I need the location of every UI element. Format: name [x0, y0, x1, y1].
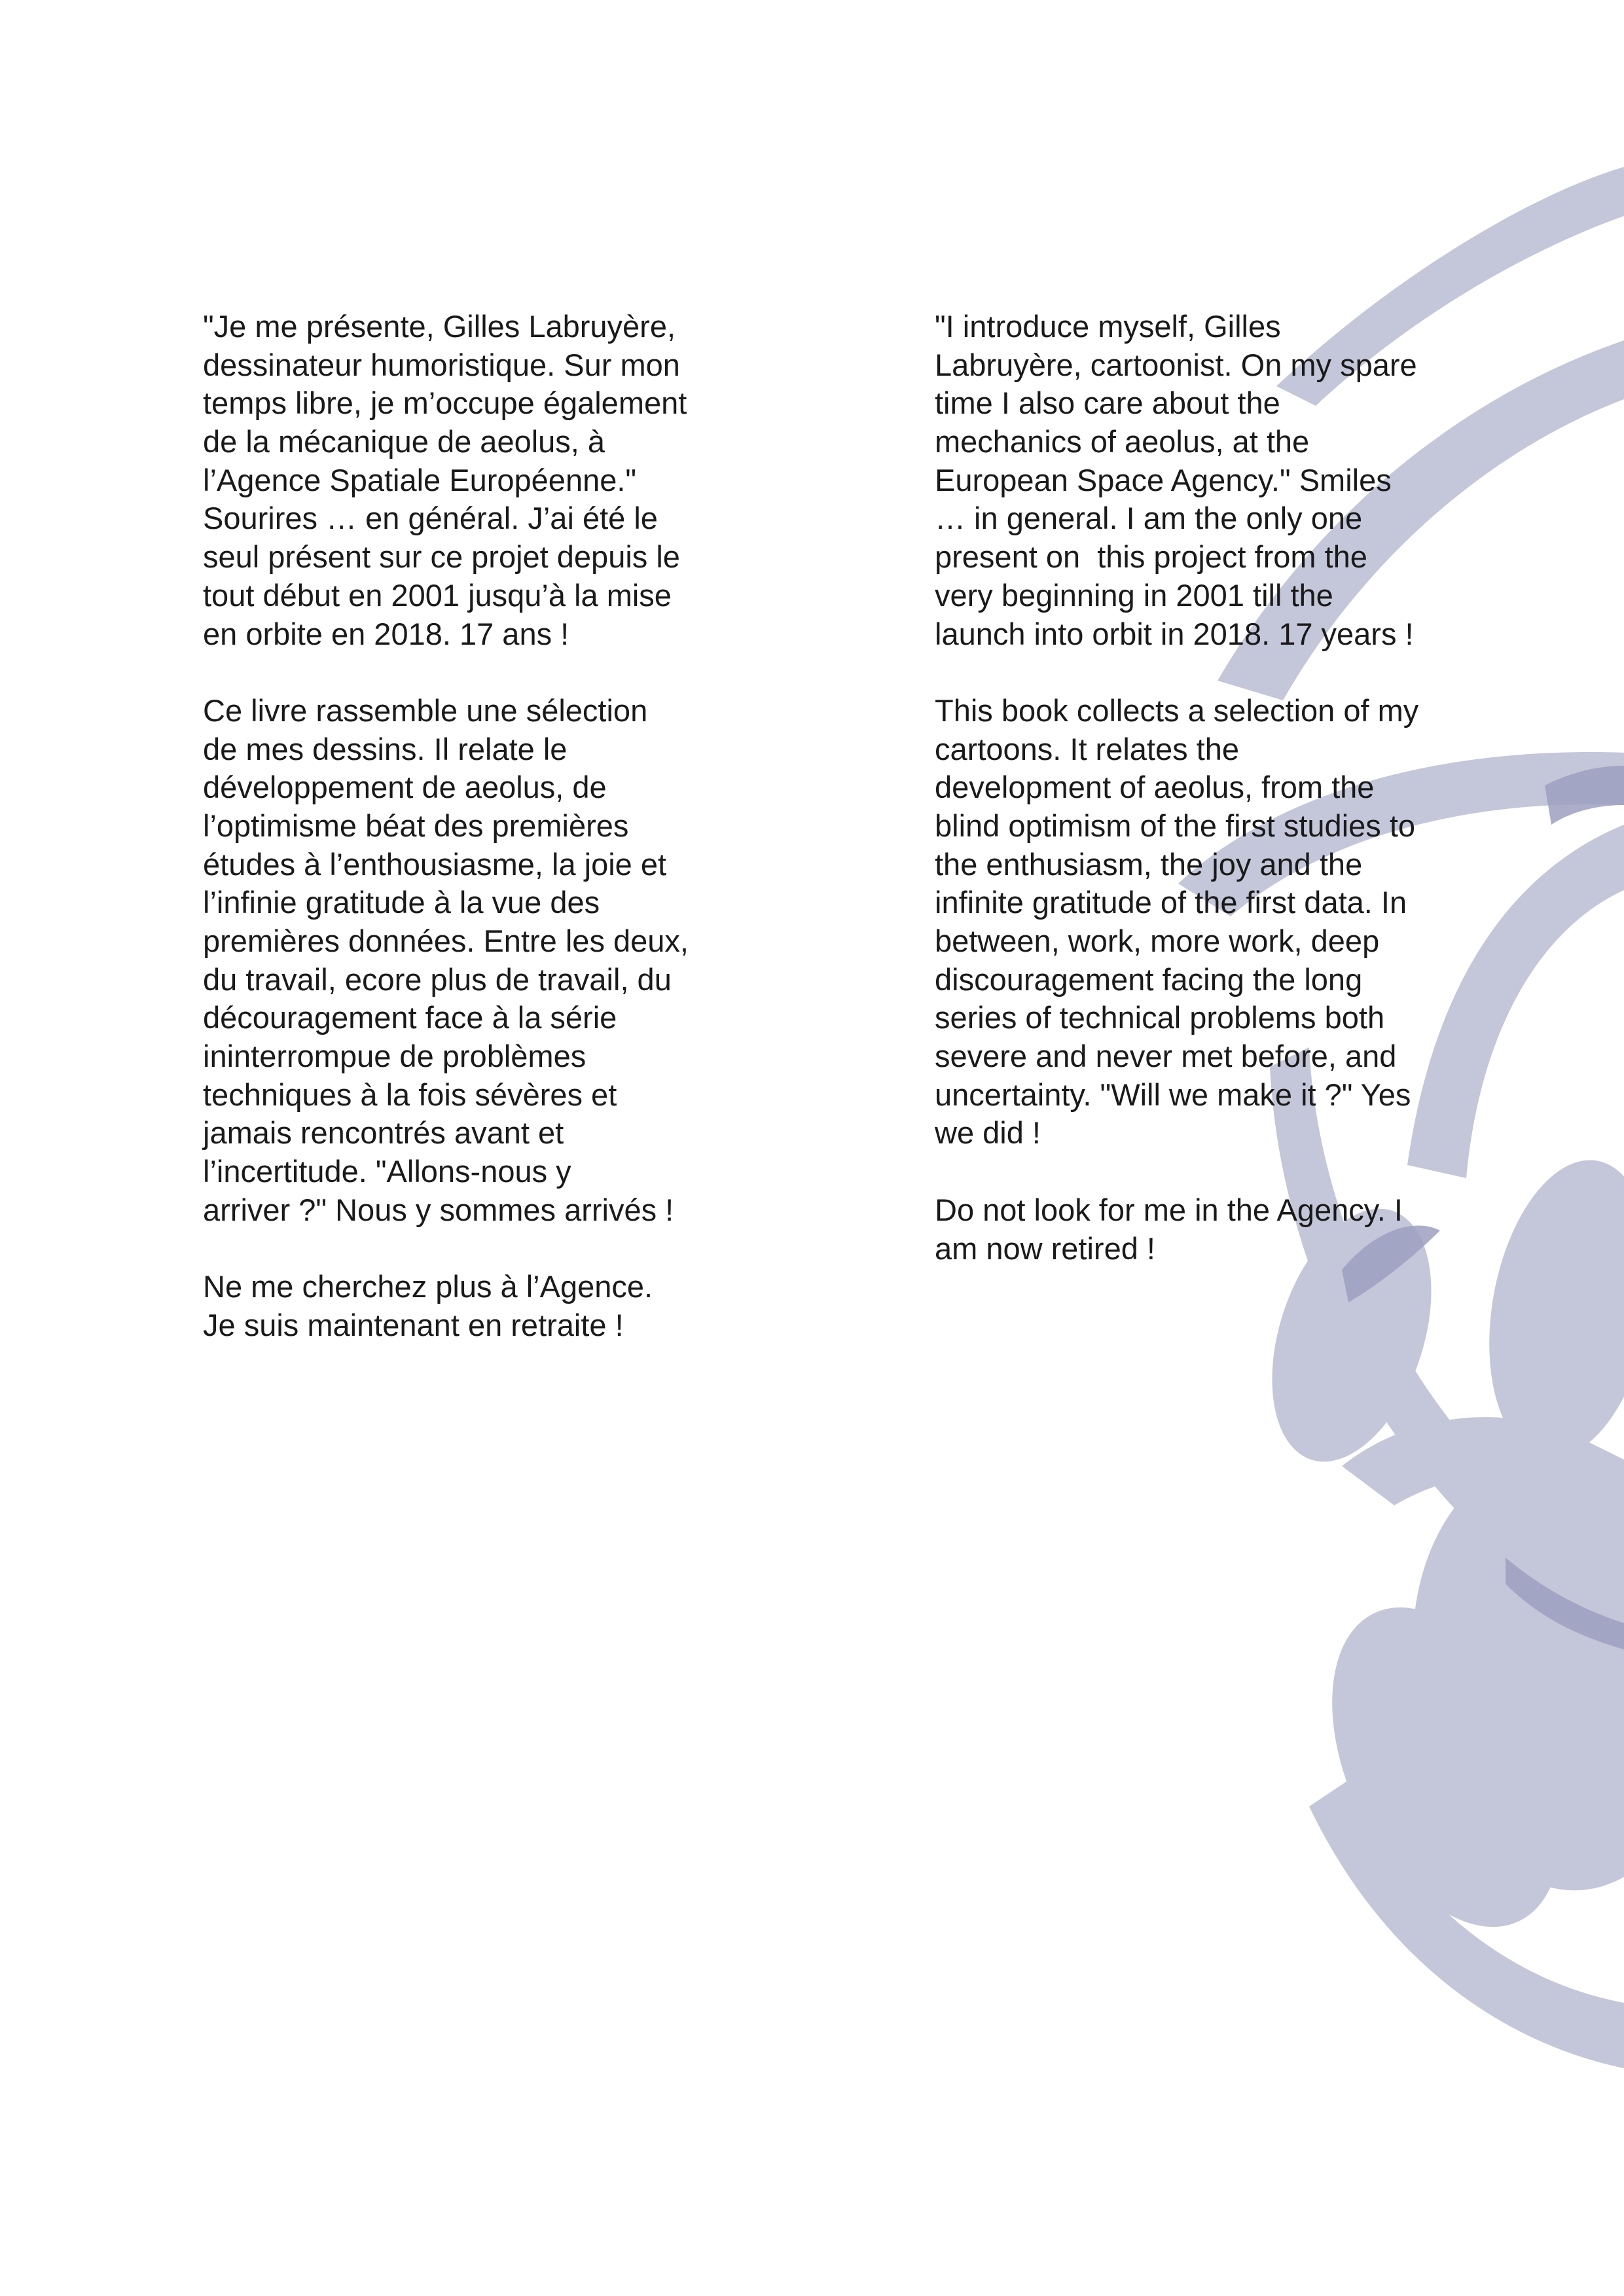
french-text-column	[203, 308, 759, 1345]
english-paragraph-retired	[935, 1191, 1491, 1268]
text-line: dessinateur humoristique. Sur mon	[203, 347, 680, 382]
text-line: Labruyère, cartoonist. On my spare	[935, 347, 1417, 382]
text-line: découragement face à la série	[203, 1000, 617, 1035]
text-line: premières données. Entre les deux,	[203, 924, 689, 958]
text-line: cartoons. It relates the	[935, 731, 1240, 766]
text-line: am now retired !	[935, 1230, 1155, 1266]
paragraph-gap	[935, 653, 1491, 692]
text-line: very beginning in 2001 till the	[935, 577, 1333, 613]
english-text-column	[935, 308, 1491, 1268]
text-line: development of aeolus, from the	[935, 770, 1375, 805]
text-line: Ce livre rassemble une sélection	[203, 692, 648, 728]
french-paragraph-retired	[203, 1268, 759, 1344]
text-line: we did !	[935, 1115, 1041, 1151]
text-line: blind optimism of the first studies to	[935, 808, 1416, 843]
text-line: Je suis maintenant en retraite !	[203, 1307, 624, 1342]
text-line: seul présent sur ce projet depuis le	[203, 539, 680, 575]
french-paragraph-intro	[203, 308, 759, 653]
text-line: l’optimisme béat des premières	[203, 808, 629, 843]
text-line: This book collects a selection of my	[935, 692, 1419, 728]
paragraph-gap	[203, 653, 759, 692]
text-line: … in general. I am the only one	[935, 501, 1363, 536]
text-line: European Space Agency." Smiles	[935, 462, 1392, 497]
text-line: Do not look for me in the Agency. I	[935, 1192, 1403, 1227]
text-line: de mes dessins. Il relate le	[203, 731, 568, 766]
text-line: techniques à la fois sévères et	[203, 1077, 617, 1112]
text-line: l’incertitude. "Allons-nous y	[203, 1154, 571, 1189]
text-line: uncertainty. "Will we make it ?" Yes	[935, 1077, 1411, 1112]
text-line: en orbite en 2018. 17 ans !	[203, 616, 569, 651]
text-line: arriver ?" Nous y sommes arrivés !	[203, 1192, 674, 1227]
paragraph-gap	[203, 1230, 759, 1268]
text-line: "I introduce myself, Gilles	[935, 309, 1281, 344]
text-line: du travail, ecore plus de travail, du	[203, 961, 672, 997]
text-line: "Je me présente, Gilles Labruyère,	[203, 309, 676, 344]
text-line: discouragement facing the long	[935, 961, 1363, 997]
text-line: infinite gratitude of the first data. In	[935, 885, 1407, 920]
text-line: l’Agence Spatiale Européenne."	[203, 462, 637, 497]
text-line: développement de aeolus, de	[203, 770, 607, 805]
text-line: ininterrompue de problèmes	[203, 1039, 586, 1074]
text-line: l’infinie gratitude à la vue des	[203, 885, 600, 920]
text-line: the enthusiasm, the joy and the	[935, 846, 1363, 882]
text-line: between, work, more work, deep	[935, 924, 1380, 958]
english-paragraph-intro	[935, 308, 1491, 653]
text-line: de la mécanique de aeolus, à	[203, 424, 605, 459]
french-paragraph-book	[203, 692, 759, 1230]
text-line: severe and never met before, and	[935, 1039, 1397, 1074]
text-line: temps libre, je m’occupe également	[203, 386, 687, 421]
text-line: jamais rencontrés avant et	[203, 1115, 564, 1151]
paragraph-gap	[935, 1153, 1491, 1191]
text-line: series of technical problems both	[935, 1000, 1385, 1035]
text-line: launch into orbit in 2018. 17 years !	[935, 616, 1414, 651]
text-line: time I also care about the	[935, 386, 1280, 421]
text-line: études à l’enthousiasme, la joie et	[203, 846, 667, 882]
text-line: tout début en 2001 jusqu’à la mise	[203, 577, 672, 613]
text-line: Sourires … en général. J’ai été le	[203, 501, 658, 536]
text-line: present on this project from the	[935, 539, 1367, 575]
english-paragraph-book	[935, 692, 1491, 1153]
text-line: mechanics of aeolus, at the	[935, 424, 1310, 459]
text-line: Ne me cherchez plus à l’Agence.	[203, 1269, 653, 1304]
